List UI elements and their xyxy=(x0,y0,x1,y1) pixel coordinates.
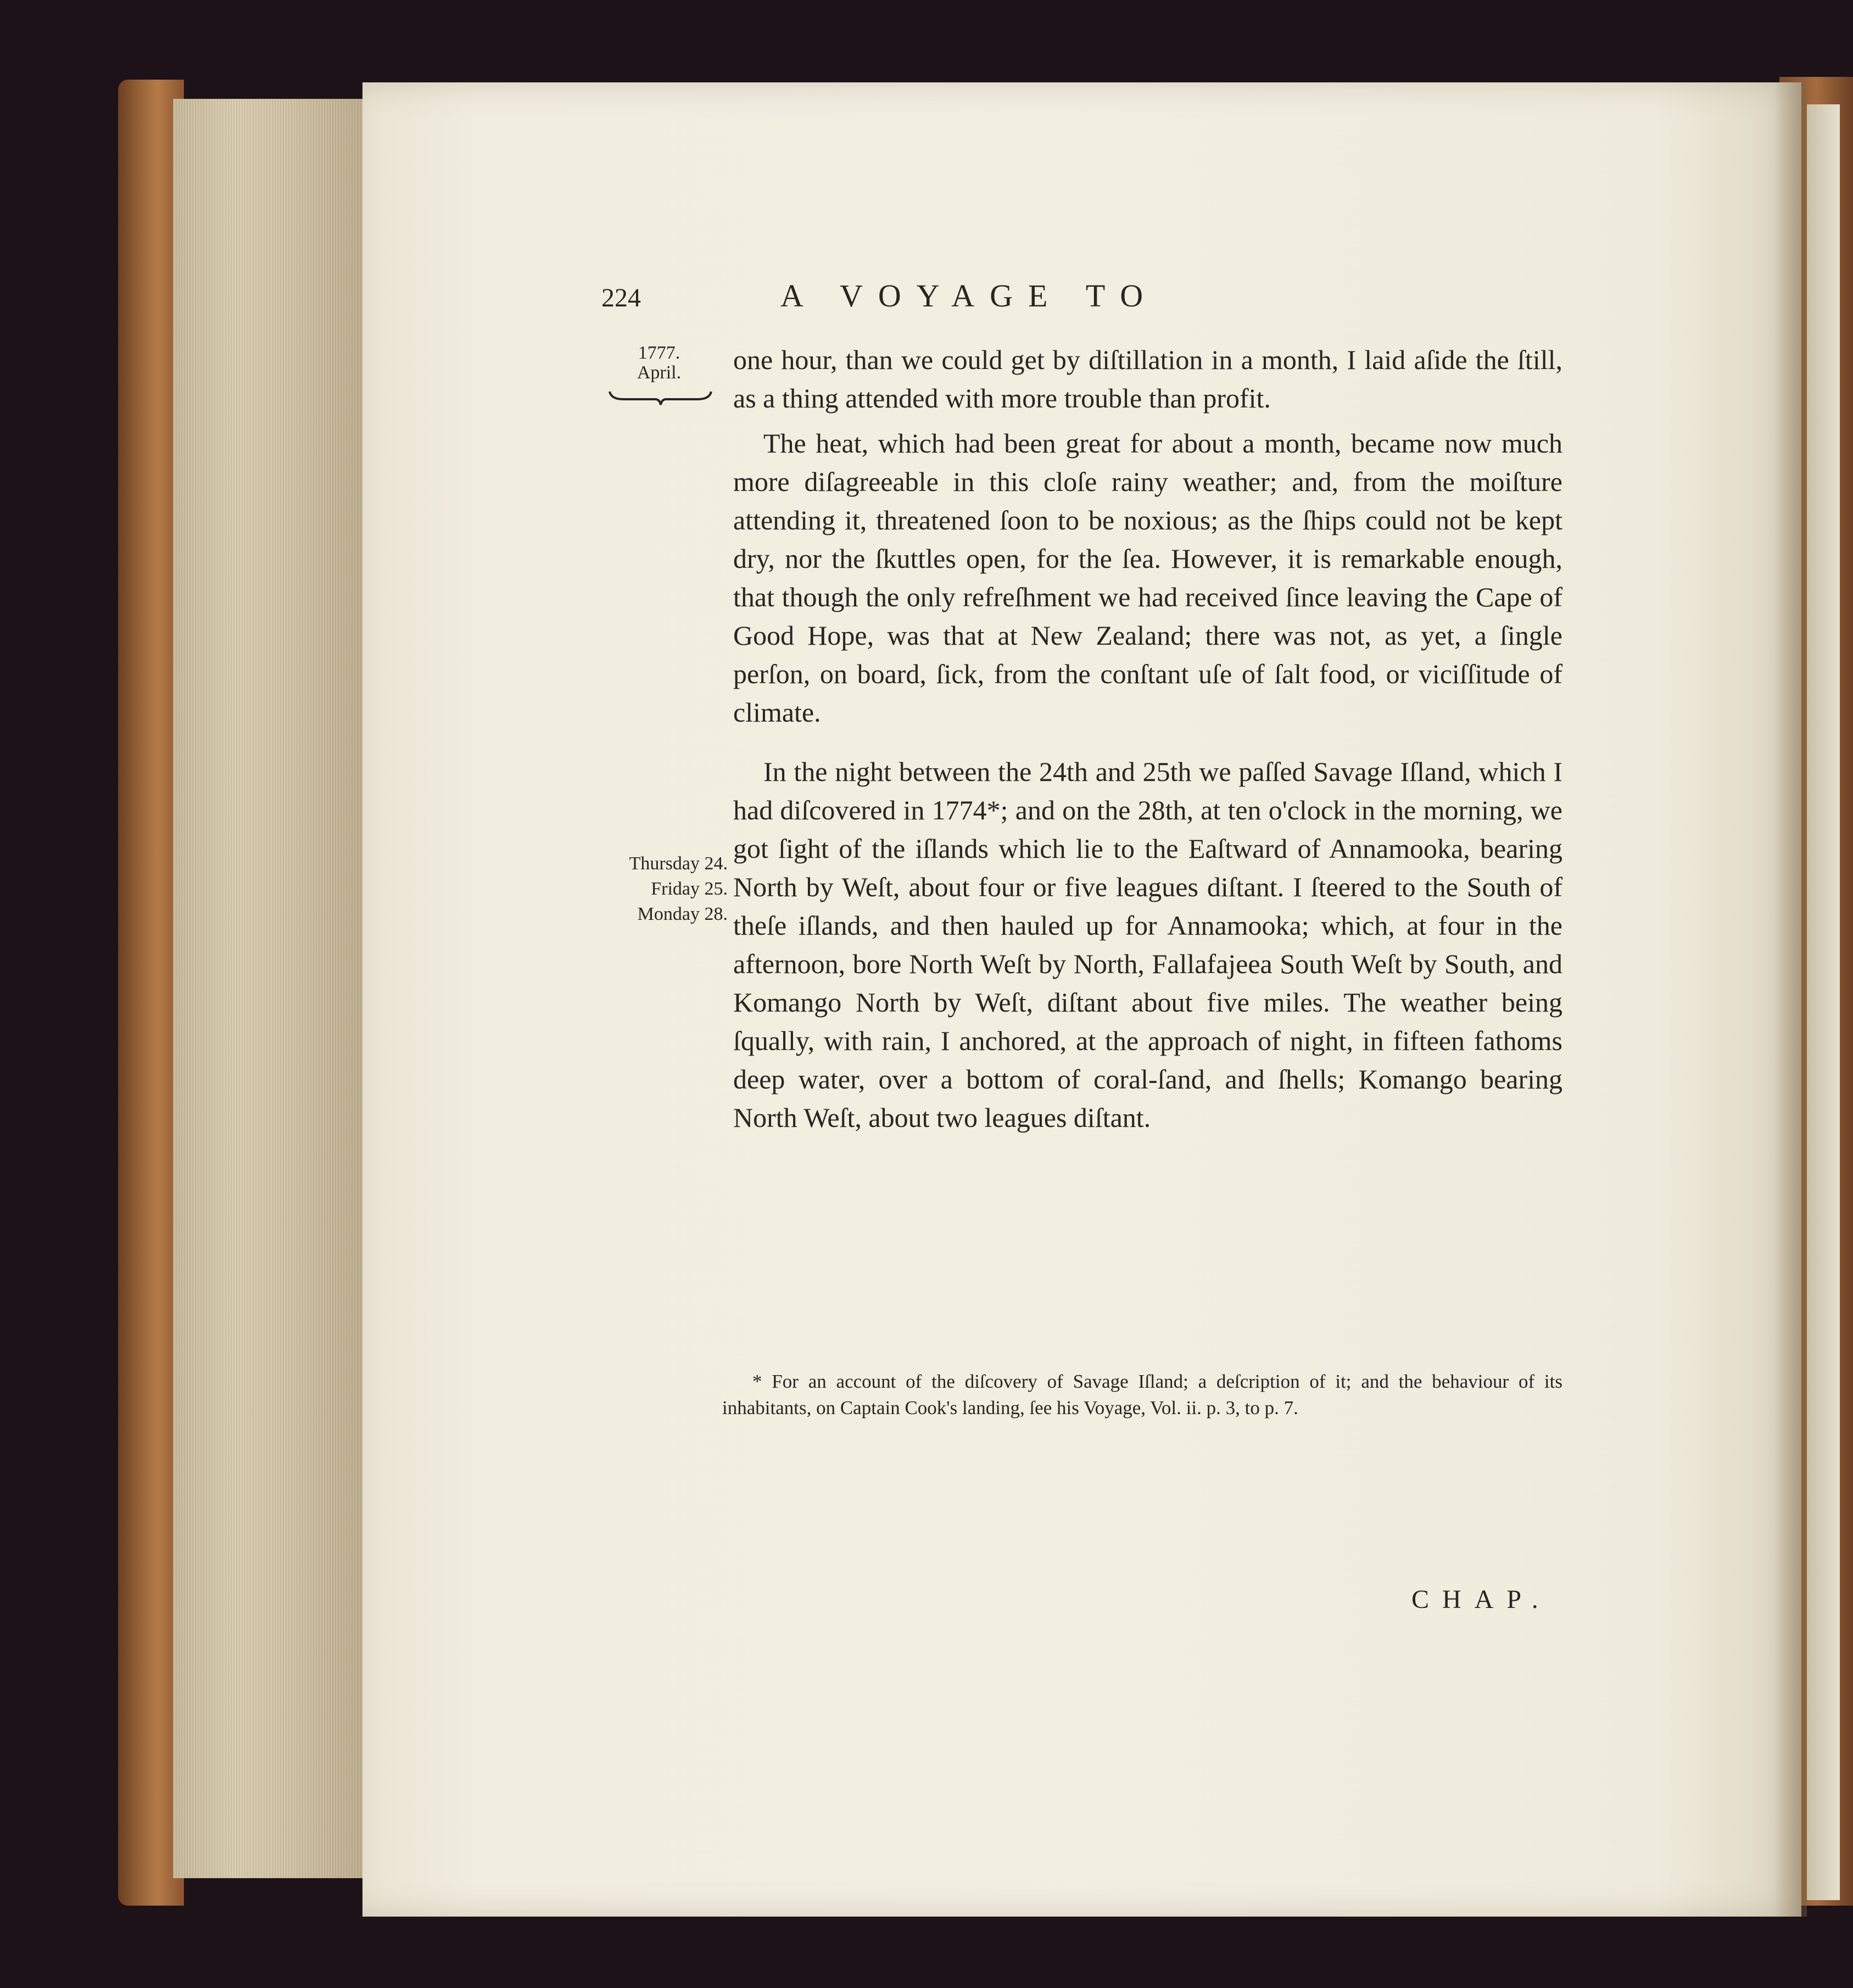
body-text xyxy=(733,340,1562,1137)
footnote xyxy=(722,1369,1562,1421)
margin-day: Friday 25. xyxy=(651,879,728,899)
paragraph: In the night between the 24th and 25th we paſſed Savage Iſland, which I had diſcovered in 1774*; and on the 28th, at ten o'clock in the morning, we got ſight of the iſlands which lie to the Eaſtward of Annamooka, bearing North by Weſt, about four or five leagues diſtant. I ſteered to the South of theſe iſlands, and then hauled up for Annamooka; which, at four in the afternoon, bore North Weſt by North, Fallafajeea South Weſt by South, and Komango North by Weſt, diſtant about five miles. The weather being ſqually, with rain, I anchored, at the approach of night, in fifteen fathoms deep water, over a bottom of coral-ſand, and ſhells; Komango bearing North Weſt, about two leagues diſtant. xyxy=(733,756,1562,1133)
margin-day: Monday 28. xyxy=(637,904,728,924)
running-head: A VOYAGE TO xyxy=(780,278,1159,314)
footnote-text: * For an account of the diſcovery of Savage Iſland; a deſcription of it; and the behaviour of its inhabitants, on Captain Cook's landing, ſee his Voyage, Vol. ii. p. 3, to p. 7. xyxy=(722,1371,1562,1419)
margin-day-notes xyxy=(590,851,728,927)
page-number: 224 xyxy=(601,283,641,312)
margin-brace-ornament xyxy=(607,387,714,407)
page-fore-edge xyxy=(173,99,376,1878)
catchword: CHAP. xyxy=(1411,1585,1551,1614)
margin-month: April. xyxy=(637,362,682,383)
page-gutter-shadow xyxy=(1774,82,1807,1917)
margin-year: 1777. xyxy=(638,343,680,363)
facing-page-edge xyxy=(1807,104,1840,1900)
margin-day: Thursday 24. xyxy=(629,853,728,874)
paragraph: one hour, than we could get by diſtillation in a month, I laid aſide the ſtill, as a thing attended with more trouble than profit. xyxy=(733,344,1562,414)
margin-date-note xyxy=(626,343,692,383)
paragraph: The heat, which had been great for about a month, became now much more diſagreeable in this cloſe rainy weather; and, from the moiſture attending it, threatened ſoon to be noxious; as the ſhips could not be kept dry, nor the ſkuttles open, for the ſea. However, it is remarkable enough, that though the only refreſhment we had received ſince leaving the Cape of Good Hope, was that at New Zealand; there was not, as yet, a ſingle perſon, on board, ſick, from the conſtant uſe of ſalt food, or viciſſitude of climate. xyxy=(733,428,1562,728)
